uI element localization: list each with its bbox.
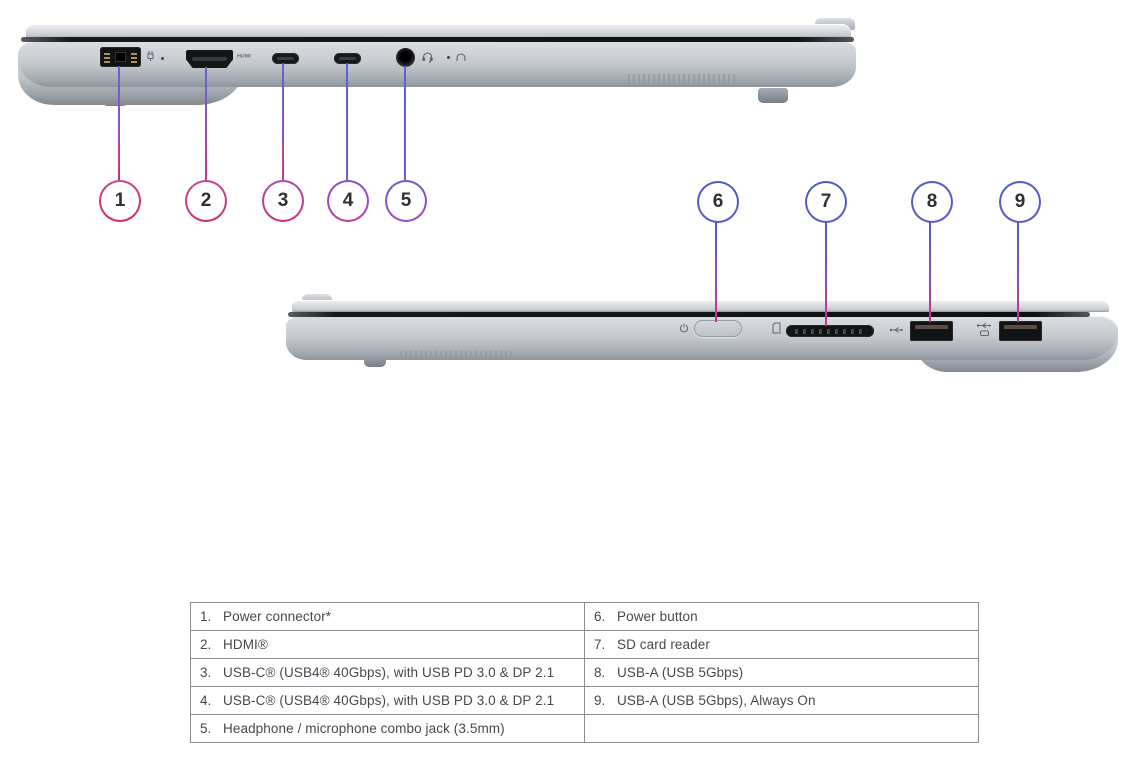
legend-label: USB-C® (USB4® 40Gbps), with USB PD 3.0 & DP 2.1 [223,693,555,708]
mic-led-icon [447,56,450,59]
legend-cell [585,603,979,631]
table-row [191,603,979,631]
table-row [191,631,979,659]
legend-label: SD card reader [617,637,710,652]
usb-a-port-2 [999,321,1042,341]
power-button-icon [679,323,689,333]
legend-num: 6. [594,609,606,624]
callout-circle-1 [99,180,141,222]
callout-number: 5 [400,190,412,211]
legend-label: Power connector* [223,609,332,624]
laptop-right-side-view [286,296,1118,384]
callout-circle-5 [385,180,427,222]
legend-table [190,602,979,743]
usb-5gbps-icon [889,326,905,334]
legend-cell [585,631,979,659]
legend-label: USB-A (USB 5Gbps) [617,665,744,680]
laptop-lid-edge [26,24,851,38]
legend-num: 3. [200,665,212,680]
callout-line-6 [715,219,717,322]
legend-label: USB-A (USB 5Gbps), Always On [617,693,816,708]
legend-cell [191,687,585,715]
hdmi-print-label: HDMI [237,54,251,60]
legend-label: USB-C® (USB4® 40Gbps), with USB PD 3.0 & DP 2.1 [223,665,555,680]
callout-line-3 [282,63,284,180]
callout-line-1 [118,66,120,180]
laptop-lid-edge [292,300,1109,312]
callout-circle-6 [697,181,739,223]
legend-num: 4. [200,693,212,708]
callout-number: 6 [712,191,724,212]
table-row [191,659,979,687]
callout-line-2 [205,67,207,180]
callout-circle-9 [999,181,1041,223]
legend-cell [585,687,979,715]
sd-card-icon [772,322,781,334]
callout-number: 9 [1014,191,1026,212]
usb-c-port-1 [272,53,299,64]
callout-line-4 [346,63,348,180]
usb-a-port-1 [910,321,953,341]
legend-label: Power button [617,609,698,624]
legend-label: HDMI® [223,637,268,652]
legend-num: 8. [594,665,606,680]
callout-circle-7 [805,181,847,223]
callout-number: 2 [200,190,212,211]
legend-num: 9. [594,693,606,708]
cooling-vent [628,74,738,83]
hdmi-port [186,50,233,68]
power-connector-port [100,47,141,67]
callout-circle-4 [327,180,369,222]
legend-label: Headphone / microphone combo jack (3.5mm) [223,721,505,736]
callout-circle-2 [185,180,227,222]
callout-circle-8 [911,181,953,223]
legend-num: 5. [200,721,212,736]
legend-cell [585,715,979,743]
callout-number: 4 [342,190,354,211]
table-row [191,715,979,743]
legend-cell [585,659,979,687]
lid-gap-line [288,312,1090,317]
laptop-left-side-view [18,24,856,114]
callout-number: 7 [820,191,832,212]
lid-gap-line [21,37,854,42]
audio-combo-jack-port [396,48,415,67]
headset-icon [422,51,433,63]
callout-number: 8 [926,191,938,212]
legend-num: 7. [594,637,606,652]
legend-num: 1. [200,609,212,624]
callout-circle-3 [262,180,304,222]
callout-number: 3 [277,190,289,211]
legend-cell [191,715,585,743]
usb-always-on-icon [976,322,993,337]
headphone-icon [455,52,467,62]
rubber-foot [758,88,788,103]
legend-cell [191,603,585,631]
legend-num: 2. [200,637,212,652]
cooling-vent [400,351,512,360]
power-led-icon [161,57,164,60]
callout-number: 1 [114,190,126,211]
power-button [694,320,742,337]
sd-card-reader-slot [786,325,874,337]
callout-line-5 [404,66,406,180]
table-row [191,687,979,715]
legend-cell [191,659,585,687]
callout-line-7 [825,219,827,326]
port-legend-table [190,602,979,743]
callout-line-8 [929,219,931,322]
legend-cell [191,631,585,659]
power-connector-pin [115,52,126,62]
power-connector-icon [146,50,155,62]
callout-line-9 [1017,219,1019,322]
